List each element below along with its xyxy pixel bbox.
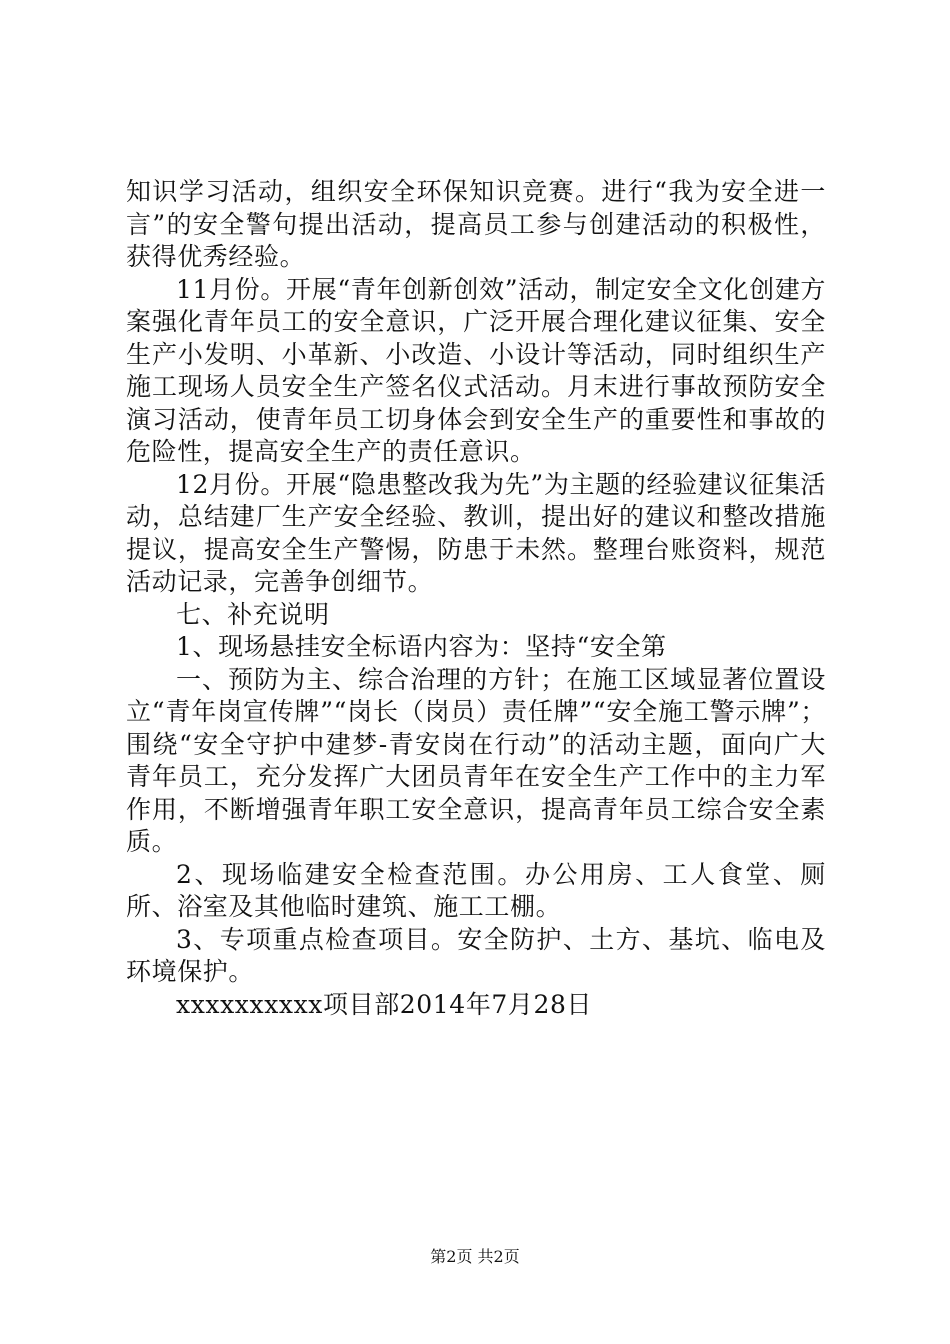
paragraph-november: 11月份。开展“青年创新创效”活动，制定安全文化创建方案强化青年员工的安全意识，广泛开展合理化建议征集、安全生产小发明、小革新、小改造、小设计等活动，同时组织生产施工现场人员安全生产签名仪式活动。月末进行事故预防安全演习活动，使青年员工切身体会到安全生产的重要性和事故的危险性，提高安全生产的责任意识。 — [126, 274, 826, 466]
paragraph-slogan-content: 一、预防为主、综合治理的方针；在施工区域显著位置设立“青年岗宣传牌”“岗长（岗员）责任牌”“安全施工警示牌”；围绕“安全守护中建梦-青安岗在行动”的活动主题，面向广大青年员工，充分发挥广大团员青年在安全生产工作中的主力军作用，不断增强青年职工安全意识，提高青年员工综合安全素质。 — [126, 664, 826, 856]
signature-line: xxxxxxxxxx项目部2014年7月28日 — [176, 989, 593, 1019]
paragraph-december: 12月份。开展“隐患整改我为先”为主题的经验建议征集活动，总结建厂生产安全经验、教训，提出好的建议和整改措施提议，提高安全生产警惕，防患于未然。整理台账资料，规范活动记录，完善争创细节。 — [126, 469, 826, 596]
page-footer: 第2页 共2页 — [430, 1247, 520, 1266]
paragraph-key-inspection-items: 3、专项重点检查项目。安全防护、土方、基坑、临电及环境保护。 — [126, 924, 826, 986]
paragraph-inspection-scope: 2、现场临建安全检查范围。办公用房、工人食堂、厕所、浴室及其他临时建筑、施工工棚。 — [126, 859, 826, 921]
document-body — [126, 176, 826, 1021]
paragraph-slogan-intro: 1、现场悬挂安全标语内容为：坚持“安全第 — [176, 632, 667, 661]
paragraph-knowledge-activities: 知识学习活动，组织安全环保知识竞赛。进行“我为安全进一言”的安全警句提出活动，提高员工参与创建活动的积极性，获得优秀经验。 — [126, 177, 826, 271]
section-heading-supplementary: 七、补充说明 — [176, 599, 330, 629]
